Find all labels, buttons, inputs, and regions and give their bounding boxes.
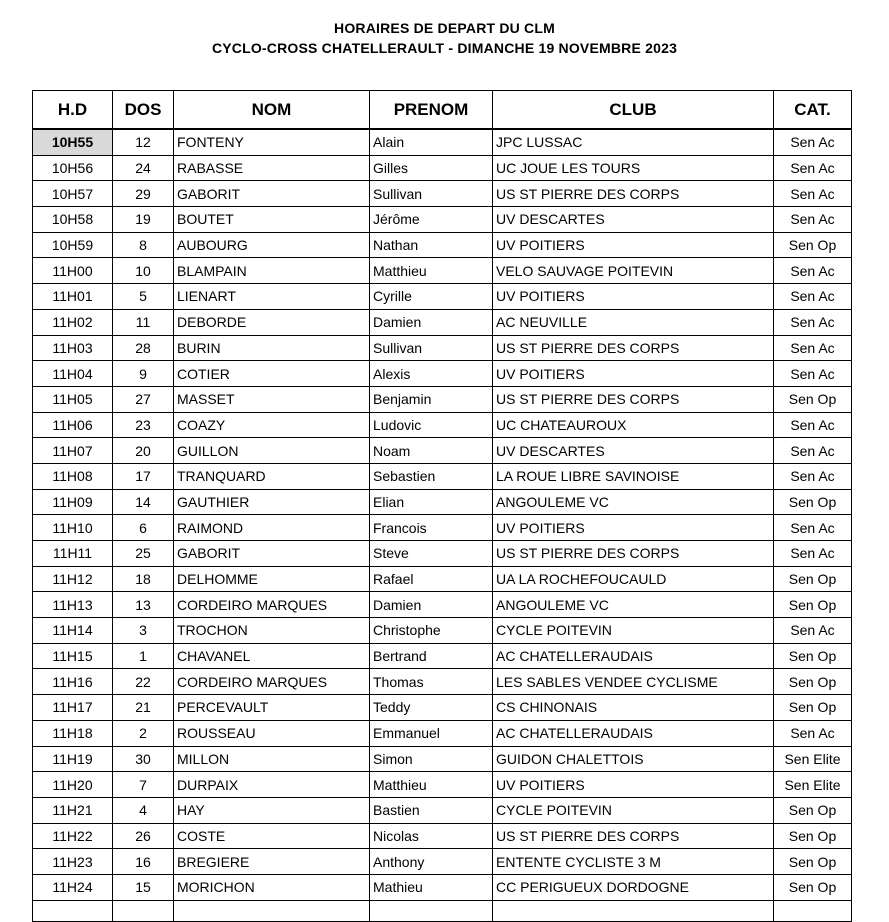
table-row xyxy=(33,618,852,644)
cell-club: ANGOULEME VC xyxy=(493,489,774,515)
cell-club: UC CHATEAUROUX xyxy=(493,412,774,438)
cell-cat: Sen Op xyxy=(774,592,852,618)
cell-dos: 12 xyxy=(113,129,174,155)
cell-prenom: Sebastien xyxy=(370,463,493,489)
cell-club: GUIDON CHALETTOIS xyxy=(493,746,774,772)
cell-nom: COTIER xyxy=(174,361,370,387)
cell-nom: MASSET xyxy=(174,386,370,412)
cell-dos: 1 xyxy=(113,643,174,669)
cell-club: CS CHINONAIS xyxy=(493,695,774,721)
cell-dos: 27 xyxy=(113,386,174,412)
cell-prenom: Matthieu xyxy=(370,258,493,284)
cell-prenom: Emmanuel xyxy=(370,720,493,746)
table-row xyxy=(33,232,852,258)
table-row xyxy=(33,463,852,489)
cell-dos: 23 xyxy=(113,412,174,438)
cell-cat: Sen Ac xyxy=(774,412,852,438)
cell-dos: 18 xyxy=(113,566,174,592)
cell-hd: 11H01 xyxy=(33,284,113,310)
cell-hd: 11H02 xyxy=(33,309,113,335)
cell-dos: 9 xyxy=(113,361,174,387)
header-club: CLUB xyxy=(493,91,774,130)
cell-cat: Sen Op xyxy=(774,489,852,515)
cell-cat-empty xyxy=(774,900,852,921)
cell-dos-empty xyxy=(113,900,174,921)
cell-club: ANGOULEME VC xyxy=(493,592,774,618)
cell-nom: COAZY xyxy=(174,412,370,438)
cell-nom: FONTENY xyxy=(174,129,370,155)
cell-nom: CHAVANEL xyxy=(174,643,370,669)
cell-prenom: Benjamin xyxy=(370,386,493,412)
start-times-table xyxy=(32,90,852,922)
cell-hd: 10H58 xyxy=(33,207,113,233)
header-hd: H.D xyxy=(33,91,113,130)
cell-hd: 10H55 xyxy=(33,129,113,155)
cell-cat: Sen Ac xyxy=(774,438,852,464)
cell-prenom: Sullivan xyxy=(370,335,493,361)
cell-prenom: Christophe xyxy=(370,618,493,644)
cell-prenom: Sullivan xyxy=(370,181,493,207)
cell-nom: DEBORDE xyxy=(174,309,370,335)
cell-hd: 11H10 xyxy=(33,515,113,541)
cell-prenom: Noam xyxy=(370,438,493,464)
cell-cat: Sen Op xyxy=(774,232,852,258)
cell-nom: CORDEIRO MARQUES xyxy=(174,592,370,618)
cell-club-empty xyxy=(493,900,774,921)
cell-hd: 11H12 xyxy=(33,566,113,592)
header-prenom: PRENOM xyxy=(370,91,493,130)
cell-nom: MILLON xyxy=(174,746,370,772)
cell-prenom: Gilles xyxy=(370,155,493,181)
cell-nom: AUBOURG xyxy=(174,232,370,258)
cell-hd: 10H57 xyxy=(33,181,113,207)
cell-prenom: Anthony xyxy=(370,849,493,875)
table-row xyxy=(33,874,852,900)
cell-prenom: Cyrille xyxy=(370,284,493,310)
cell-dos: 16 xyxy=(113,849,174,875)
cell-prenom: Steve xyxy=(370,541,493,567)
cell-dos: 6 xyxy=(113,515,174,541)
table-row xyxy=(33,181,852,207)
cell-prenom: Damien xyxy=(370,592,493,618)
table-row xyxy=(33,258,852,284)
cell-prenom: Bastien xyxy=(370,797,493,823)
cell-club: UV DESCARTES xyxy=(493,438,774,464)
table-row xyxy=(33,566,852,592)
cell-nom: MORICHON xyxy=(174,874,370,900)
cell-hd-empty xyxy=(33,900,113,921)
cell-nom-empty xyxy=(174,900,370,921)
table-row xyxy=(33,412,852,438)
cell-club: AC CHATELLERAUDAIS xyxy=(493,720,774,746)
table-row xyxy=(33,746,852,772)
cell-hd: 11H00 xyxy=(33,258,113,284)
cell-nom: GABORIT xyxy=(174,181,370,207)
table-row xyxy=(33,643,852,669)
cell-club: UV POITIERS xyxy=(493,361,774,387)
cell-club: UA LA ROCHEFOUCAULD xyxy=(493,566,774,592)
cell-hd: 11H17 xyxy=(33,695,113,721)
cell-dos: 29 xyxy=(113,181,174,207)
cell-prenom: Ludovic xyxy=(370,412,493,438)
cell-prenom: Matthieu xyxy=(370,772,493,798)
cell-hd: 11H14 xyxy=(33,618,113,644)
cell-dos: 14 xyxy=(113,489,174,515)
cell-dos: 4 xyxy=(113,797,174,823)
cell-hd: 10H59 xyxy=(33,232,113,258)
cell-dos: 25 xyxy=(113,541,174,567)
cell-dos: 7 xyxy=(113,772,174,798)
cell-dos: 10 xyxy=(113,258,174,284)
cell-club: UV POITIERS xyxy=(493,772,774,798)
table-row xyxy=(33,284,852,310)
cell-cat: Sen Op xyxy=(774,823,852,849)
cell-club: LES SABLES VENDEE CYCLISME xyxy=(493,669,774,695)
cell-club: UV POITIERS xyxy=(493,284,774,310)
cell-club: UC JOUE LES TOURS xyxy=(493,155,774,181)
cell-dos: 5 xyxy=(113,284,174,310)
cell-cat: Sen Ac xyxy=(774,361,852,387)
cell-club: US ST PIERRE DES CORPS xyxy=(493,181,774,207)
cell-hd: 11H08 xyxy=(33,463,113,489)
cell-dos: 15 xyxy=(113,874,174,900)
cell-nom: BURIN xyxy=(174,335,370,361)
cell-prenom: Jérôme xyxy=(370,207,493,233)
document-title: HORAIRES DE DEPART DU CLM xyxy=(334,20,555,36)
table-row xyxy=(33,720,852,746)
cell-dos: 28 xyxy=(113,335,174,361)
cell-cat: Sen Ac xyxy=(774,155,852,181)
cell-hd: 11H07 xyxy=(33,438,113,464)
cell-cat: Sen Ac xyxy=(774,335,852,361)
cell-nom: PERCEVAULT xyxy=(174,695,370,721)
cell-nom: RAIMOND xyxy=(174,515,370,541)
table-row xyxy=(33,155,852,181)
cell-hd: 11H04 xyxy=(33,361,113,387)
cell-cat: Sen Elite xyxy=(774,772,852,798)
cell-club: VELO SAUVAGE POITEVIN xyxy=(493,258,774,284)
table-row xyxy=(33,361,852,387)
cell-cat: Sen Elite xyxy=(774,746,852,772)
table-row xyxy=(33,772,852,798)
cell-dos: 13 xyxy=(113,592,174,618)
cell-cat: Sen Ac xyxy=(774,284,852,310)
cell-nom: TRANQUARD xyxy=(174,463,370,489)
cell-nom: ROUSSEAU xyxy=(174,720,370,746)
cell-hd: 11H05 xyxy=(33,386,113,412)
cell-prenom-empty xyxy=(370,900,493,921)
cell-nom: BREGIERE xyxy=(174,849,370,875)
cell-dos: 20 xyxy=(113,438,174,464)
cell-cat: Sen Op xyxy=(774,695,852,721)
cell-nom: BLAMPAIN xyxy=(174,258,370,284)
cell-cat: Sen Op xyxy=(774,874,852,900)
cell-prenom: Francois xyxy=(370,515,493,541)
cell-club: AC NEUVILLE xyxy=(493,309,774,335)
cell-cat: Sen Ac xyxy=(774,720,852,746)
cell-club: UV DESCARTES xyxy=(493,207,774,233)
cell-dos: 11 xyxy=(113,309,174,335)
cell-nom: DELHOMME xyxy=(174,566,370,592)
cell-club: US ST PIERRE DES CORPS xyxy=(493,386,774,412)
cell-club: CYCLE POITEVIN xyxy=(493,797,774,823)
cell-club: AC CHATELLERAUDAIS xyxy=(493,643,774,669)
cell-club: CYCLE POITEVIN xyxy=(493,618,774,644)
table-row xyxy=(33,669,852,695)
cell-cat: Sen Ac xyxy=(774,309,852,335)
cell-cat: Sen Op xyxy=(774,643,852,669)
cell-dos: 26 xyxy=(113,823,174,849)
cell-cat: Sen Ac xyxy=(774,258,852,284)
cell-prenom: Mathieu xyxy=(370,874,493,900)
document-subtitle: CYCLO-CROSS CHATELLERAULT - DIMANCHE 19 NOVEMBRE 2023 xyxy=(211,40,678,56)
cell-club: US ST PIERRE DES CORPS xyxy=(493,823,774,849)
table-row xyxy=(33,489,852,515)
table-row xyxy=(33,335,852,361)
cell-nom: RABASSE xyxy=(174,155,370,181)
cell-prenom: Elian xyxy=(370,489,493,515)
cell-club: ENTENTE CYCLISTE 3 M xyxy=(493,849,774,875)
cell-dos: 30 xyxy=(113,746,174,772)
cell-club: CC PERIGUEUX DORDOGNE xyxy=(493,874,774,900)
table-row-empty xyxy=(33,900,852,921)
cell-nom: GAUTHIER xyxy=(174,489,370,515)
cell-club: JPC LUSSAC xyxy=(493,129,774,155)
cell-nom: COSTE xyxy=(174,823,370,849)
cell-hd: 11H11 xyxy=(33,541,113,567)
cell-nom: BOUTET xyxy=(174,207,370,233)
cell-prenom: Nathan xyxy=(370,232,493,258)
cell-hd: 11H03 xyxy=(33,335,113,361)
table-row xyxy=(33,129,852,155)
cell-cat: Sen Ac xyxy=(774,541,852,567)
cell-dos: 24 xyxy=(113,155,174,181)
cell-prenom: Alexis xyxy=(370,361,493,387)
cell-club: LA ROUE LIBRE SAVINOISE xyxy=(493,463,774,489)
cell-nom: HAY xyxy=(174,797,370,823)
cell-hd: 11H09 xyxy=(33,489,113,515)
cell-prenom: Damien xyxy=(370,309,493,335)
cell-prenom: Simon xyxy=(370,746,493,772)
cell-dos: 19 xyxy=(113,207,174,233)
table-row xyxy=(33,849,852,875)
cell-cat: Sen Ac xyxy=(774,515,852,541)
cell-cat: Sen Ac xyxy=(774,129,852,155)
cell-cat: Sen Op xyxy=(774,386,852,412)
cell-nom: CORDEIRO MARQUES xyxy=(174,669,370,695)
cell-nom: DURPAIX xyxy=(174,772,370,798)
cell-cat: Sen Ac xyxy=(774,463,852,489)
table-row xyxy=(33,386,852,412)
cell-prenom: Alain xyxy=(370,129,493,155)
cell-hd: 11H24 xyxy=(33,874,113,900)
cell-hd: 11H13 xyxy=(33,592,113,618)
cell-dos: 2 xyxy=(113,720,174,746)
cell-nom: TROCHON xyxy=(174,618,370,644)
cell-hd: 11H06 xyxy=(33,412,113,438)
cell-nom: GABORIT xyxy=(174,541,370,567)
cell-cat: Sen Ac xyxy=(774,181,852,207)
cell-cat: Sen Op xyxy=(774,797,852,823)
cell-hd: 11H21 xyxy=(33,797,113,823)
cell-cat: Sen Ac xyxy=(774,618,852,644)
cell-dos: 8 xyxy=(113,232,174,258)
cell-club: US ST PIERRE DES CORPS xyxy=(493,541,774,567)
header-nom: NOM xyxy=(174,91,370,130)
cell-nom: GUILLON xyxy=(174,438,370,464)
cell-cat: Sen Ac xyxy=(774,207,852,233)
cell-dos: 21 xyxy=(113,695,174,721)
cell-dos: 3 xyxy=(113,618,174,644)
cell-prenom: Thomas xyxy=(370,669,493,695)
table-row xyxy=(33,592,852,618)
header-dos: DOS xyxy=(113,91,174,130)
cell-hd: 11H16 xyxy=(33,669,113,695)
cell-prenom: Bertrand xyxy=(370,643,493,669)
cell-cat: Sen Op xyxy=(774,566,852,592)
cell-nom: LIENART xyxy=(174,284,370,310)
cell-dos: 17 xyxy=(113,463,174,489)
cell-club: UV POITIERS xyxy=(493,515,774,541)
cell-hd: 11H20 xyxy=(33,772,113,798)
table-row xyxy=(33,207,852,233)
table-row xyxy=(33,309,852,335)
cell-club: UV POITIERS xyxy=(493,232,774,258)
cell-prenom: Rafael xyxy=(370,566,493,592)
cell-hd: 11H18 xyxy=(33,720,113,746)
table-row xyxy=(33,823,852,849)
cell-prenom: Nicolas xyxy=(370,823,493,849)
cell-cat: Sen Op xyxy=(774,669,852,695)
cell-hd: 11H15 xyxy=(33,643,113,669)
cell-hd: 11H22 xyxy=(33,823,113,849)
cell-dos: 22 xyxy=(113,669,174,695)
header-cat: CAT. xyxy=(774,91,852,130)
table-header-row xyxy=(33,91,852,130)
cell-hd: 10H56 xyxy=(33,155,113,181)
table-row xyxy=(33,797,852,823)
cell-prenom: Teddy xyxy=(370,695,493,721)
cell-club: US ST PIERRE DES CORPS xyxy=(493,335,774,361)
cell-hd: 11H23 xyxy=(33,849,113,875)
cell-cat: Sen Op xyxy=(774,849,852,875)
table-row xyxy=(33,438,852,464)
table-body xyxy=(33,129,852,921)
table-row xyxy=(33,541,852,567)
table-row xyxy=(33,695,852,721)
cell-hd: 11H19 xyxy=(33,746,113,772)
table-row xyxy=(33,515,852,541)
